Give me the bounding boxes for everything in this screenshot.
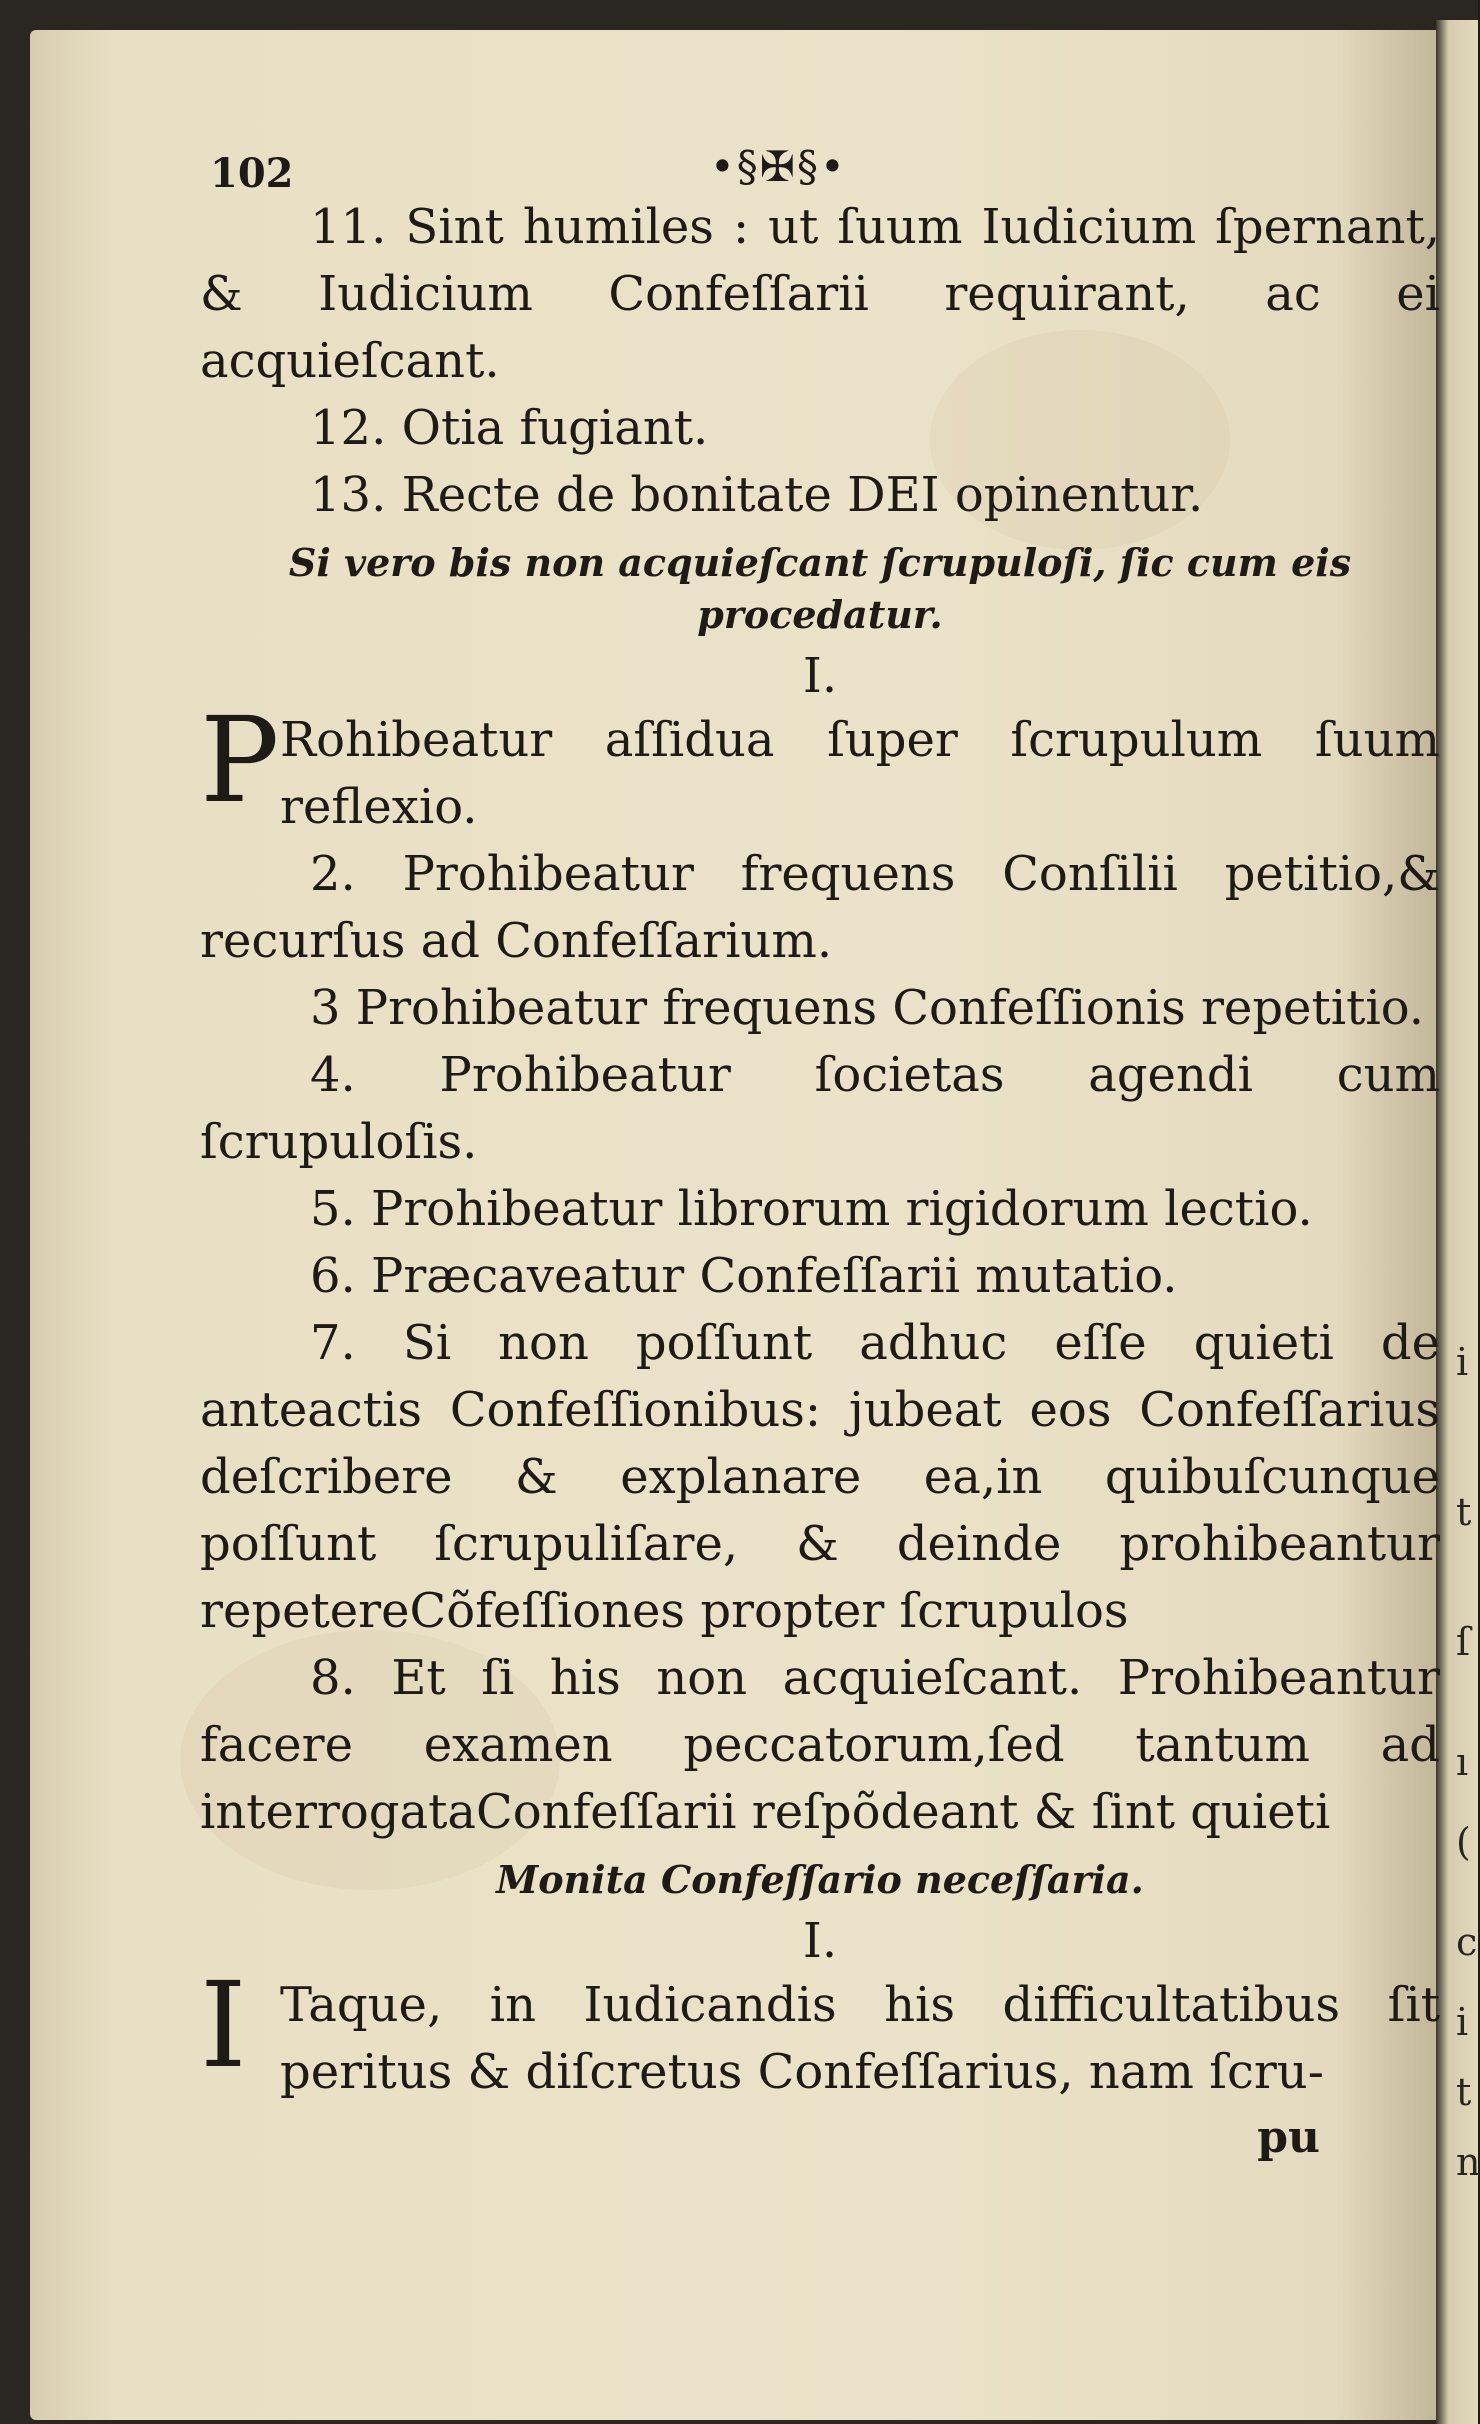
- section-numeral: I.: [802, 648, 838, 704]
- margin-char: i: [1456, 1340, 1469, 1384]
- list-item: 3 Prohibeatur frequens Confeſſionis repetitio.: [310, 980, 1425, 1036]
- paragraph-with-initial: [200, 691, 1440, 841]
- drop-initial: P: [200, 691, 280, 829]
- margin-char: ı: [1456, 1740, 1469, 1784]
- list-item: 2. Prohibeatur frequens Conſilii petitio,& recurſus ad Confeſſarium.: [200, 846, 1440, 969]
- list-item: 4. Prohibeatur ſocietas agendi cum ſcrupuloſis.: [200, 1047, 1440, 1170]
- margin-char: t: [1456, 1490, 1472, 1534]
- adjacent-page-edge: [1436, 20, 1478, 2424]
- margin-char: ſ: [1456, 1620, 1471, 1664]
- list-item: 8. Et ſi his non acquieſcant. Prohibeantur facere examen peccatorum,ſed tantum ad interrogataConfeſſarii reſpõdeant & ſint quieti: [200, 1650, 1440, 1840]
- list-item: 11. Sint humiles : ut ſuum Iudicium ſpernant, & Iudicium Confeſſarii requirant, ac ei acquieſcant.: [200, 199, 1440, 389]
- margin-char: i: [1456, 2000, 1469, 2044]
- margin-char: c: [1456, 1920, 1478, 1964]
- drop-initial: I: [200, 1956, 247, 2094]
- paragraph-with-initial: [200, 1956, 1440, 2106]
- page-text: [200, 130, 1440, 2163]
- list-item: 7. Si non poſſunt adhuc eſſe quieti de anteactis Confeſſionibus: jubeat eos Confeſſarius deſcribere & explanare ea,in quibuſcunque poſſunt ſcrupuliſare, & deinde prohibeantur repetereCõfeſſiones propter ſcrupulos: [200, 1315, 1440, 1639]
- margin-char: (: [1456, 1820, 1471, 1864]
- italic-note: Monita Confeſſario neceſſaria.: [496, 1857, 1144, 1902]
- paragraph-text: Rohibeatur aſſidua ſuper ſcrupulum ſuum reflexio.: [280, 712, 1440, 835]
- paragraph-text: Taque, in Iudicandis his difficultatibus ſit peritus & diſcretus Confeſſarius, nam ſcru-: [280, 1977, 1440, 2100]
- margin-char: n: [1456, 2140, 1480, 2184]
- header-ornament: •§✠§•: [710, 142, 847, 191]
- italic-note: Si vero bis non acquieſcant ſcrupuloſi, ſic cum eis procedatur.: [288, 540, 1352, 637]
- catchword: pu: [1257, 2112, 1320, 2163]
- page-number: 102: [210, 150, 294, 197]
- running-header: [200, 130, 1440, 197]
- list-item: 5. Prohibeatur librorum rigidorum lectio.: [310, 1181, 1313, 1237]
- list-item: 12. Otia fugiant.: [310, 400, 709, 456]
- margin-char: t: [1456, 2070, 1472, 2114]
- section-numeral: I.: [802, 1913, 838, 1969]
- list-item: 6. Præcaveatur Confeſſarii mutatio.: [310, 1248, 1178, 1304]
- list-item: 13. Recte de bonitate DEI opinentur.: [310, 467, 1204, 523]
